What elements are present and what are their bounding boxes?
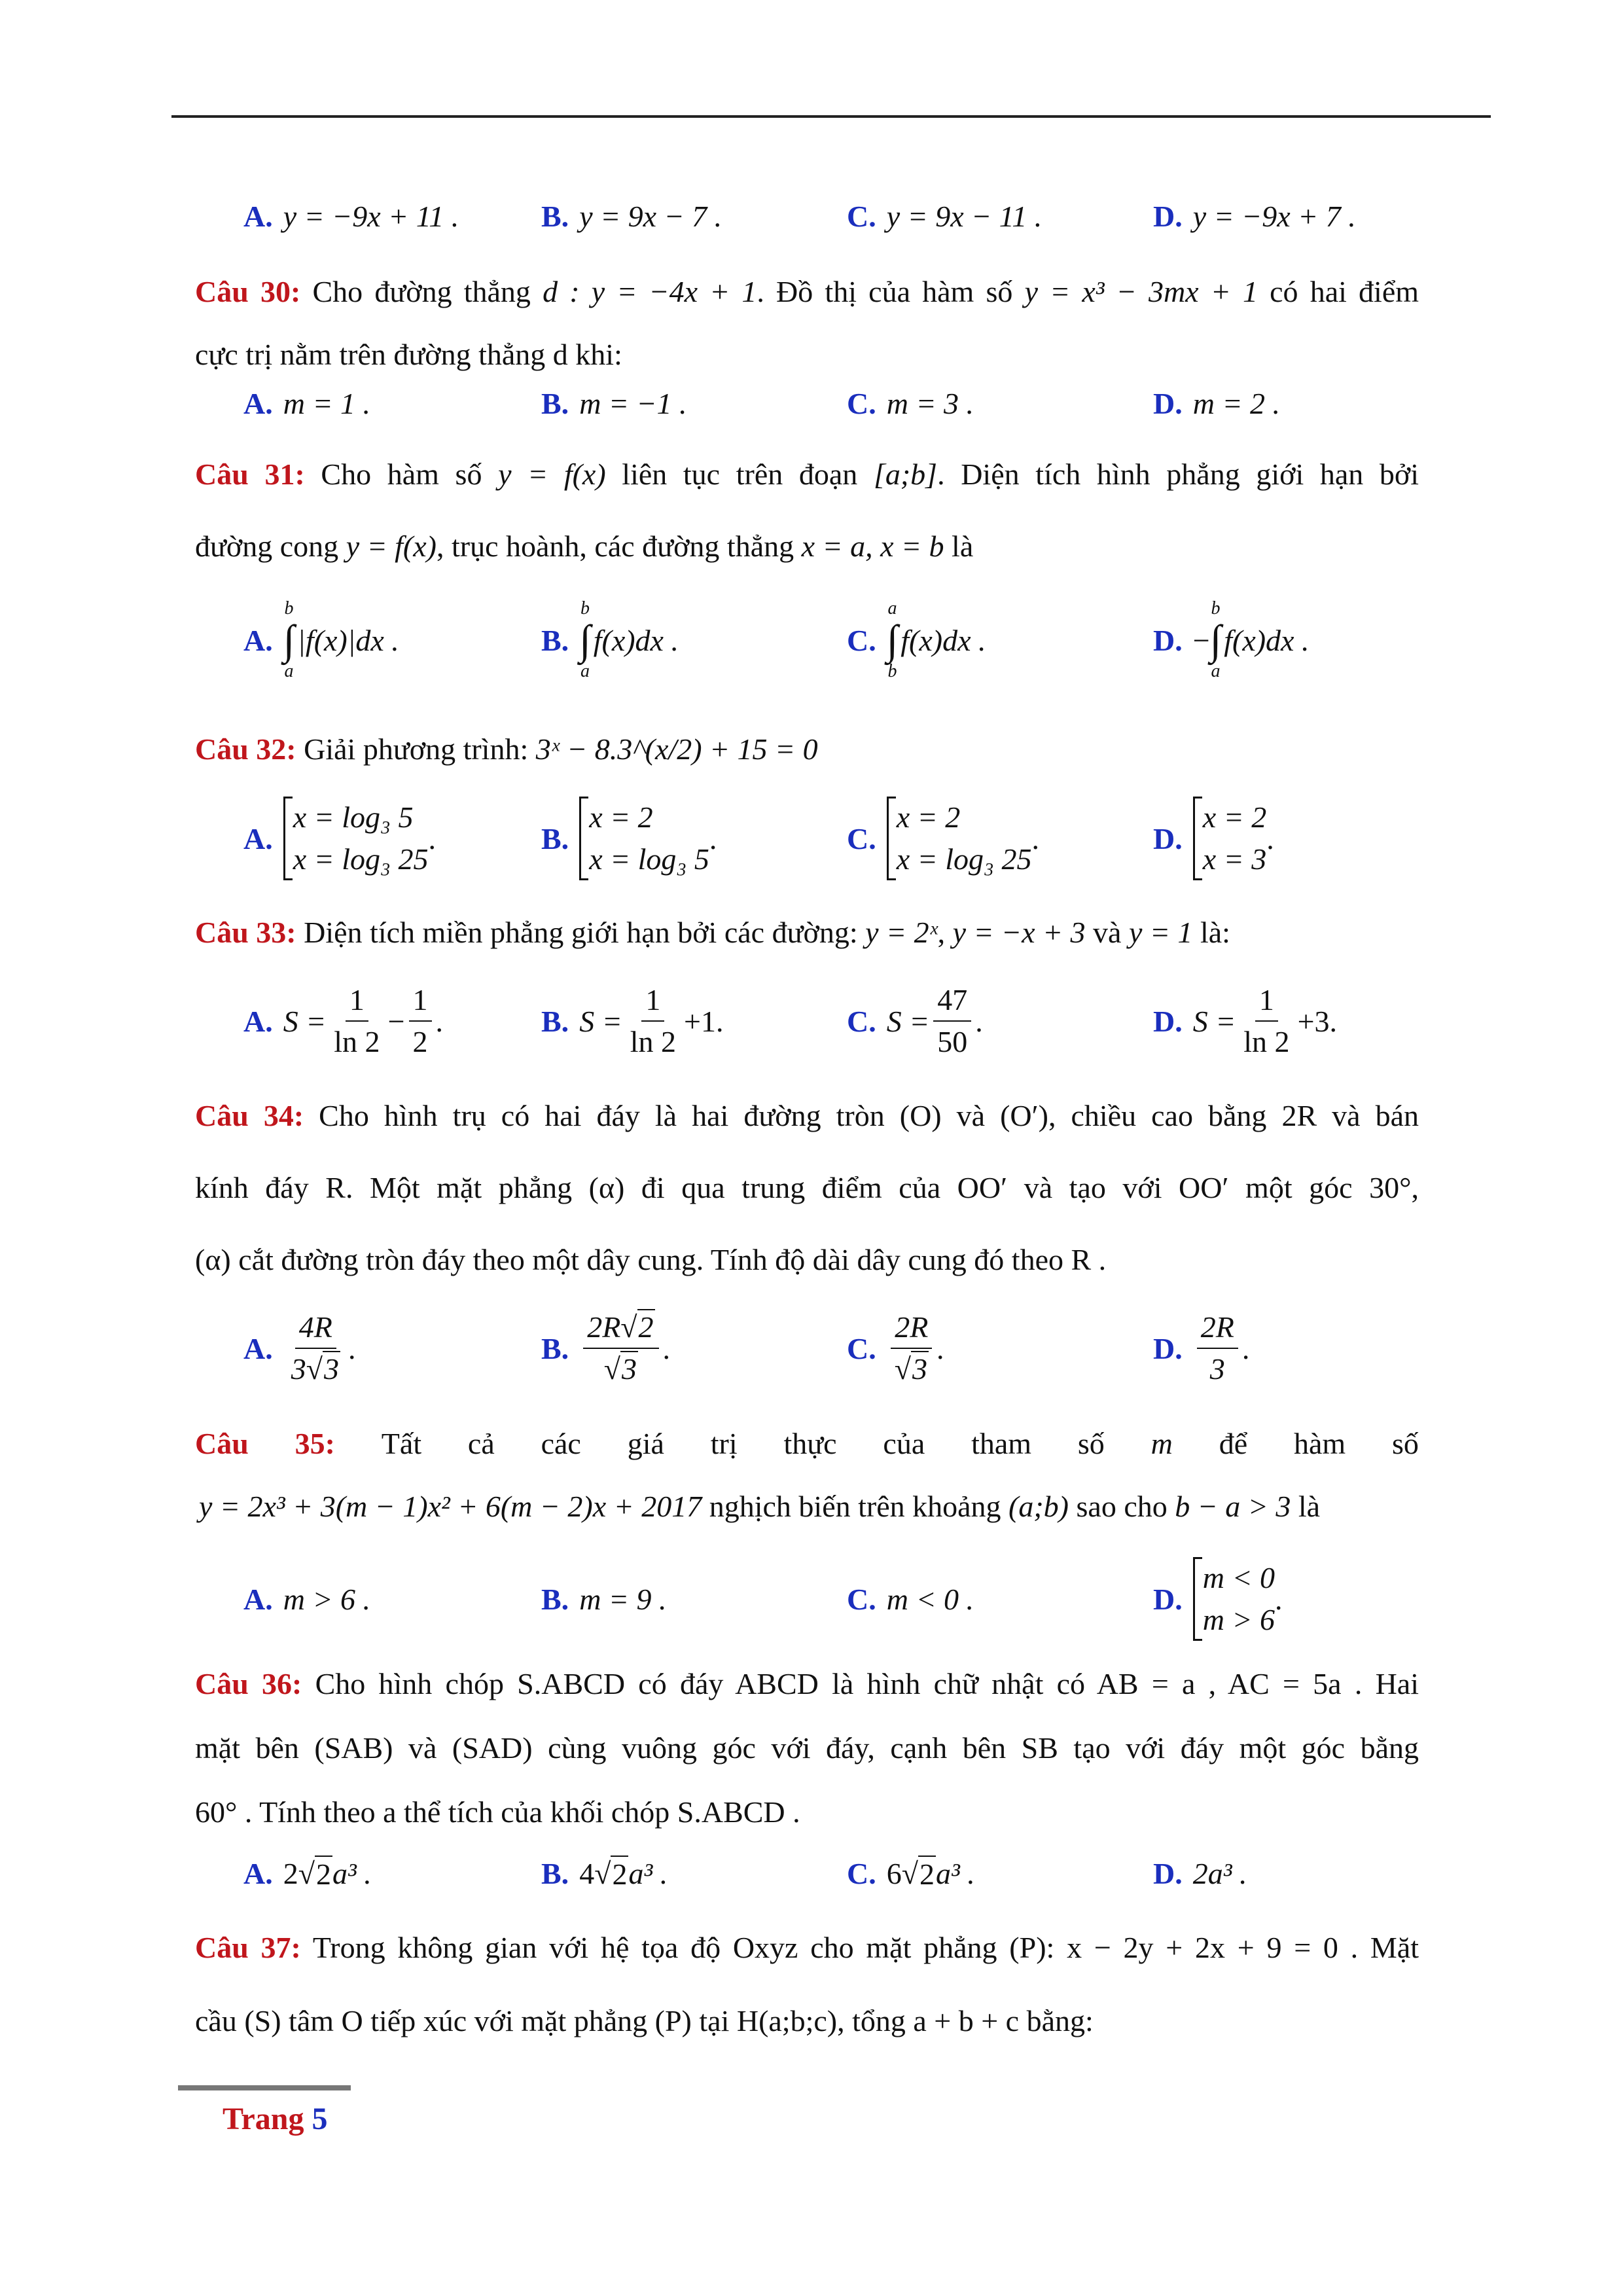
integral-sign: b ∫ a — [283, 598, 295, 681]
q34-line-1: Câu 34: Cho hình trụ có hai đáy là hai đường tròn (O) và (O′), chiều cao bằng 2R và bán — [195, 1099, 1419, 1132]
q33-option-a[interactable]: A. S = $\frac{1}{\ln 2}$ − $\frac{1}{2}$ . — [243, 975, 443, 1067]
q29-options — [243, 190, 1487, 242]
q31-line-2: đường cong y = f(x), trục hoành, các đường thẳng x = a, x = b là — [195, 529, 974, 563]
fraction: $\frac{1}{\ln 2}$ — [330, 980, 383, 1062]
q32-option-d[interactable]: D. x = 2 x = 3 . — [1153, 789, 1274, 888]
q30-line-1: Câu 30: Cho đường thẳng d : y = −4x + 1. Đồ thị của hàm số y = x³ − 3mx + 1 có hai điểm — [195, 275, 1419, 308]
q31-options — [243, 600, 1487, 681]
page-number: 5 — [312, 2102, 328, 2136]
integral-sign: b ∫ a — [1209, 598, 1222, 681]
q30-option-c[interactable]: C. m = 3 . — [847, 386, 974, 420]
question-33 — [195, 910, 1419, 956]
q32-options — [243, 789, 1487, 888]
page-footer: Trang 5 — [223, 2102, 328, 2136]
q30-option-b[interactable]: B. m = −1 . — [541, 386, 687, 420]
q34-line-2: kính đáy R. Một mặt phẳng (α) đi qua trung điểm của OO′ và tạo với OO′ một góc 30°, — [195, 1171, 1419, 1204]
question-36 — [195, 1652, 1419, 1844]
q36-line-1: Câu 36: Cho hình chóp S.ABCD có đáy ABCD là hình chữ nhật có AB = a , AC = 5a . Hai — [195, 1667, 1419, 1700]
q34-line-3: (α) cắt đường tròn đáy theo một dây cung. Tính độ dài dây cung đó theo R . — [195, 1243, 1107, 1276]
q34-option-a[interactable]: A. $\frac{4R}{3√3}$ . — [243, 1302, 355, 1394]
q29-option-c[interactable]: C. y = 9x − 11 . — [847, 199, 1043, 233]
q32-option-c[interactable]: C. x = 2 x = log₃ 25 . — [847, 789, 1039, 888]
q35-options — [243, 1550, 1487, 1648]
question-34 — [195, 1080, 1419, 1296]
q35-option-a[interactable]: A. m > 6 . — [243, 1582, 370, 1616]
q30-line-2: cực trị nằm trên đường thẳng d khi: — [195, 338, 622, 371]
q30-option-d[interactable]: D. m = 2 . — [1153, 386, 1280, 420]
fraction: $\frac{1}{\ln 2}$ — [1240, 980, 1293, 1062]
q34-options — [243, 1302, 1487, 1394]
q34-option-b[interactable]: B. $\frac{2R√2}{√3}$ . — [541, 1302, 670, 1394]
fraction: $\frac{1}{\ln 2}$ — [626, 980, 680, 1062]
q35-option-b[interactable]: B. m = 9 . — [541, 1582, 667, 1616]
q30-option-a[interactable]: A. m = 1 . — [243, 386, 370, 420]
fraction: $\frac{47}{50}$ — [933, 980, 971, 1062]
q31-option-a[interactable]: A. b ∫ a |f(x)|dx . — [243, 598, 399, 681]
integral-sign: a ∫ b — [886, 598, 899, 681]
question-35 — [195, 1412, 1419, 1538]
q36-line-2: mặt bên (SAB) và (SAD) cùng vuông góc với đáy, cạnh bên SB tạo với đáy một góc bằng — [195, 1731, 1419, 1765]
q29-option-b[interactable]: B. y = 9x − 7 . — [541, 199, 722, 233]
q35-line-2: y = 2x³ + 3(m − 1)x² + 6(m − 2)x + 2017 nghịch biến trên khoảng (a;b) sao cho b − a > 3 là — [199, 1490, 1321, 1523]
q29-option-d[interactable]: D. y = −9x + 7 . — [1153, 199, 1356, 233]
q30-options — [243, 377, 1487, 429]
header-rule — [171, 115, 1491, 118]
fraction: $\frac{1}{2}$ — [409, 980, 432, 1062]
q32-option-a[interactable]: A. x = log₃ 5 x = log₃ 25 . — [243, 789, 436, 888]
q33-options — [243, 975, 1487, 1067]
q33-option-d[interactable]: D. S = $\frac{1}{\ln 2}$ +3 . — [1153, 975, 1337, 1067]
q36-option-a[interactable]: A. 2 √ 2 a³ . — [243, 1856, 372, 1891]
question-31 — [195, 439, 1419, 583]
q35-option-d[interactable]: D. m < 0 m > 6 . — [1153, 1550, 1283, 1648]
q31-option-c[interactable]: C. a ∫ b f(x)dx . — [847, 598, 986, 681]
q29-option-a[interactable]: A. y = −9x + 11 . — [243, 199, 459, 233]
q36-option-c[interactable]: C. 6 √ 2 a³ . — [847, 1856, 975, 1891]
fraction: $\frac{2R}{3}$ — [1197, 1307, 1238, 1390]
q36-line-3: 60° . Tính theo a thể tích của khối chóp S.ABCD . — [195, 1795, 800, 1829]
q36-option-b[interactable]: B. 4 √ 2 a³ . — [541, 1856, 668, 1891]
q32-option-b[interactable]: B. x = 2 x = log₃ 5 . — [541, 789, 717, 888]
q34-option-c[interactable]: C. $\frac{2R}{√3}$ . — [847, 1302, 944, 1394]
fraction: $\frac{2R√2}{√3}$ — [583, 1307, 658, 1390]
fraction: $\frac{2R}{√3}$ — [891, 1307, 933, 1390]
q37-line-2: cầu (S) tâm O tiếp xúc với mặt phẳng (P) tại H(a;b;c), tổng a + b + c bằng: — [195, 2004, 1094, 2037]
q31-line-1: Câu 31: Cho hàm số y = f(x) liên tục trên đoạn [a;b]. Diện tích hình phẳng giới hạn bởi — [195, 457, 1419, 491]
q33-option-b[interactable]: B. S = $\frac{1}{\ln 2}$ +1 . — [541, 975, 723, 1067]
q31-option-b[interactable]: B. b ∫ a f(x)dx . — [541, 598, 679, 681]
integral-sign: b ∫ a — [579, 598, 591, 681]
q35-line-1: Câu 35: Tất cả các giá trị thực của tham số m để hàm số — [195, 1427, 1419, 1460]
question-30 — [195, 260, 1419, 386]
fraction: $\frac{4R}{3√3}$ — [287, 1307, 344, 1390]
q36-options — [243, 1847, 1487, 1899]
footer-rule — [178, 2085, 351, 2090]
q35-option-c[interactable]: C. m < 0 . — [847, 1582, 974, 1616]
q31-option-d[interactable]: D. − b ∫ a f(x)dx . — [1153, 598, 1310, 681]
q32-line-1: Câu 32: Giải phương trình: 3ˣ − 8.3^(x/2) + 15 = 0 — [195, 732, 818, 766]
question-32 — [195, 726, 1419, 772]
q33-line-1: Câu 33: Diện tích miền phẳng giới hạn bởi các đường: y = 2ˣ, y = −x + 3 và y = 1 là: — [195, 916, 1230, 949]
q33-option-c[interactable]: C. S = $\frac{47}{50}$ . — [847, 975, 983, 1067]
q36-option-d[interactable]: D. 2a³ . — [1153, 1856, 1247, 1890]
question-37 — [195, 1911, 1419, 2058]
q37-line-1: Câu 37: Trong không gian với hệ tọa độ Oxyz cho mặt phẳng (P): x − 2y + 2x + 9 = 0 . Mặt — [195, 1931, 1419, 1964]
q34-option-d[interactable]: D. $\frac{2R}{3}$ . — [1153, 1302, 1249, 1394]
